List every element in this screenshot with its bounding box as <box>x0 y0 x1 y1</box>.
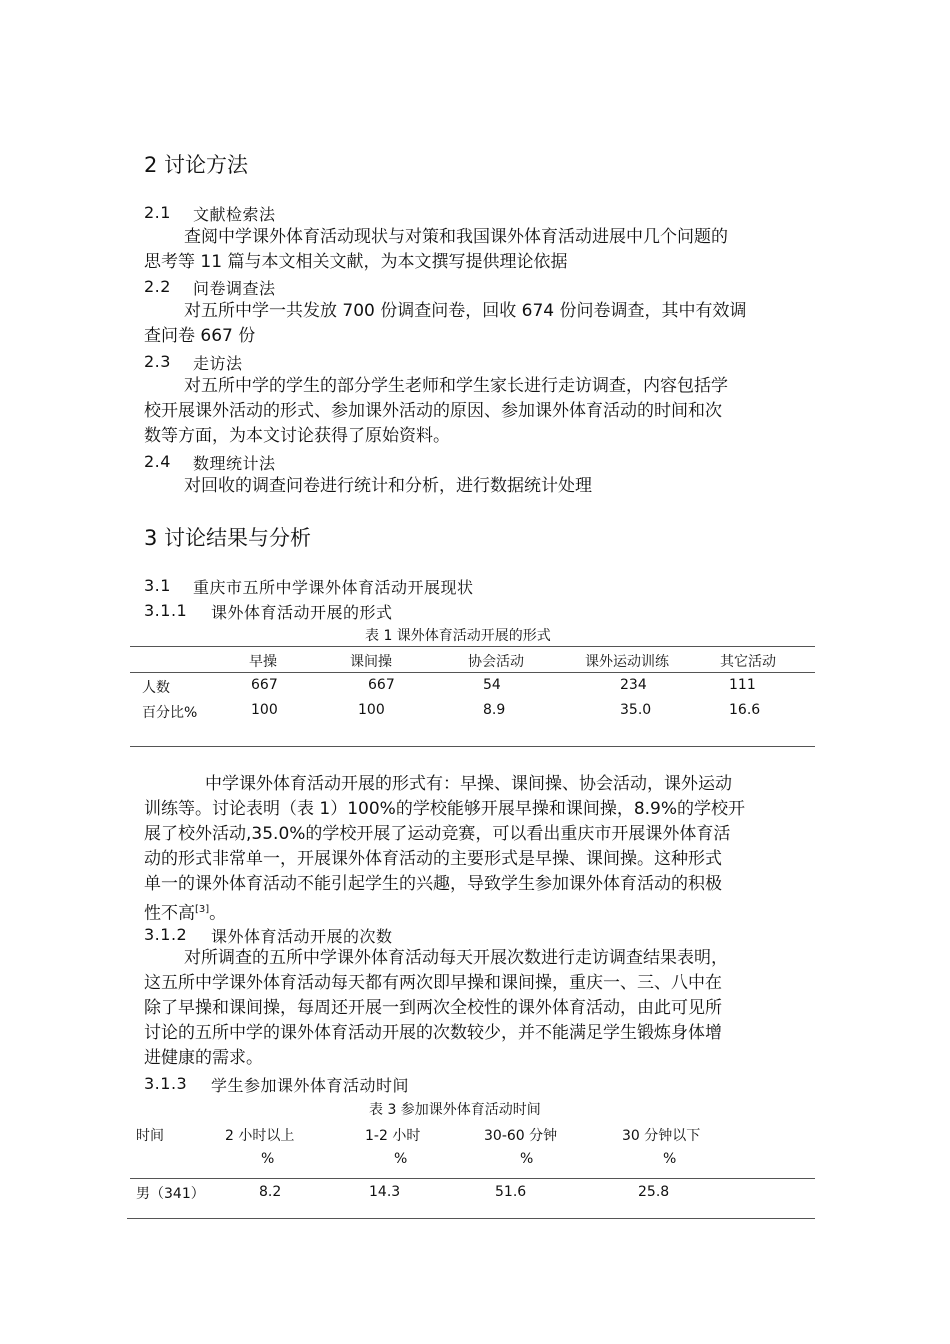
table-3-cell: 51.6 <box>495 1184 527 1200</box>
table-3-unit: % <box>394 1151 408 1167</box>
section-3-1-title: 重庆市五所中学课外体育活动开展现状 <box>193 578 474 597</box>
table-1-cell: 667 <box>368 677 395 693</box>
table-3-cell: 8.2 <box>259 1184 282 1200</box>
table-1-header: 协会活动 <box>468 654 524 670</box>
paragraph-line: 进健康的需求。 <box>144 1048 263 1068</box>
section-2-title: 2 讨论方法 <box>144 153 249 177</box>
table-1-header: 课间操 <box>350 654 392 670</box>
section-2-1-number: 2.1 <box>144 203 171 222</box>
citation-reference: [3] <box>195 904 210 915</box>
paragraph-text: 。 <box>209 903 227 924</box>
table-3-unit: % <box>663 1151 677 1167</box>
section-3-1-number: 3.1 <box>144 576 171 595</box>
section-3-1-3-number: 3.1.3 <box>144 1074 188 1093</box>
paragraph-line: 校开展课外活动的形式、参加课外活动的原因、参加课外体育活动的时间和次 <box>144 401 722 421</box>
table-3-cell: 14.3 <box>369 1184 401 1200</box>
section-3-1-3-title: 学生参加课外体育活动时间 <box>211 1076 410 1095</box>
paragraph-line: 单一的课外体育活动不能引起学生的兴趣，导致学生参加课外体育活动的积极 <box>144 874 722 894</box>
table-3-row-label: 男（341） <box>136 1186 205 1202</box>
paragraph-line: 训练等。讨论表明（表 1）100%的学校能够开展早操和课间操，8.9%的学校开 <box>144 799 746 819</box>
table-3-header: 1-2 小时 <box>365 1128 421 1144</box>
section-2-4-title: 数理统计法 <box>193 454 276 473</box>
table-1-header-rule <box>130 672 815 673</box>
table-3-header: 2 小时以上 <box>225 1128 295 1144</box>
table-1-row-label: 人数 <box>142 680 170 696</box>
table-1-bottom-rule <box>130 746 815 747</box>
paragraph-line: 讨论的五所中学的课外体育活动开展的次数较少，并不能满足学生锻炼身体增 <box>144 1023 722 1043</box>
paragraph-line: 对所调查的五所中学课外体育活动每天开展次数进行走访调查结果表明， <box>184 948 728 968</box>
table-1-cell: 667 <box>251 677 278 693</box>
table-1-cell: 100 <box>251 702 278 718</box>
table-1-top-rule <box>130 646 815 647</box>
section-2-4-number: 2.4 <box>144 452 171 471</box>
paragraph-line <box>144 897 226 927</box>
table-1-cell: 234 <box>620 677 647 693</box>
table-1-cell: 100 <box>358 702 385 718</box>
section-3-1-1-number: 3.1.1 <box>144 601 188 620</box>
section-3-title: 3 讨论结果与分析 <box>144 526 312 550</box>
paragraph-text: 性不高 <box>144 903 195 924</box>
table-3-header: 30 分钟以下 <box>622 1128 701 1144</box>
paragraph-line: 数等方面，为本文讨论获得了原始资料。 <box>144 426 450 446</box>
paragraph-line: 对回收的调查问卷进行统计和分析，进行数据统计处理 <box>184 476 592 496</box>
paragraph-line: 除了早操和课间操，每周还开展一到两次全校性的课外体育活动，由此可见所 <box>144 998 722 1018</box>
table-1-cell: 8.9 <box>483 702 506 718</box>
table-3-unit: % <box>520 1151 534 1167</box>
section-2-1-title: 文献检索法 <box>193 205 276 224</box>
paragraph-line: 对五所中学的学生的部分学生老师和学生家长进行走访调查，内容包括学 <box>184 376 728 396</box>
table-3-cell: 25.8 <box>638 1184 670 1200</box>
table-3-header: 30-60 分钟 <box>484 1128 558 1144</box>
paragraph-line: 这五所中学课外体育活动每天都有两次即早操和课间操，重庆一、三、八中在 <box>144 973 722 993</box>
section-3-1-2-number: 3.1.2 <box>144 925 188 944</box>
table-1-cell: 54 <box>483 677 501 693</box>
paragraph-line: 中学课外体育活动开展的形式有：早操、课间操、协会活动，课外运动 <box>205 774 732 794</box>
table-1-header: 其它活动 <box>720 654 776 670</box>
section-2-2-title: 问卷调查法 <box>193 279 276 298</box>
section-3-1-1-title: 课外体育活动开展的形式 <box>211 603 393 622</box>
paragraph-line: 展了校外活动,35.0%的学校开展了运动竞赛，可以看出重庆市开展课外体育活 <box>144 824 731 844</box>
section-3-1-2-title: 课外体育活动开展的次数 <box>211 927 393 946</box>
paragraph-line: 动的形式非常单一，开展课外体育活动的主要形式是早操、课间操。这种形式 <box>144 849 722 869</box>
table-3-bottom-rule <box>127 1218 815 1219</box>
table-1-caption: 表 1 课外体育活动开展的形式 <box>365 628 551 644</box>
table-3-corner-header: 时间 <box>136 1128 164 1144</box>
table-3-header-rule <box>130 1178 815 1179</box>
paragraph-line: 对五所中学一共发放 700 份调查问卷，回收 674 份问卷调查，其中有效调 <box>184 301 747 321</box>
table-1-row-label: 百分比% <box>142 705 198 721</box>
table-3-unit: % <box>261 1151 275 1167</box>
table-1-cell: 111 <box>729 677 756 693</box>
paragraph-line: 查阅中学课外体育活动现状与对策和我国课外体育活动进展中几个问题的 <box>184 227 728 247</box>
section-2-3-title: 走访法 <box>193 354 243 373</box>
table-1-cell: 16.6 <box>729 702 761 718</box>
paragraph-line: 查问卷 667 份 <box>144 326 256 346</box>
section-2-2-number: 2.2 <box>144 277 171 296</box>
table-1-header: 课外运动训练 <box>585 654 669 670</box>
table-1-header: 早操 <box>249 654 277 670</box>
table-1-cell: 35.0 <box>620 702 652 718</box>
section-2-3-number: 2.3 <box>144 352 171 371</box>
paragraph-line: 思考等 11 篇与本文相关文献，为本文撰写提供理论依据 <box>144 252 568 272</box>
table-3-caption: 表 3 参加课外体育活动时间 <box>369 1102 541 1118</box>
